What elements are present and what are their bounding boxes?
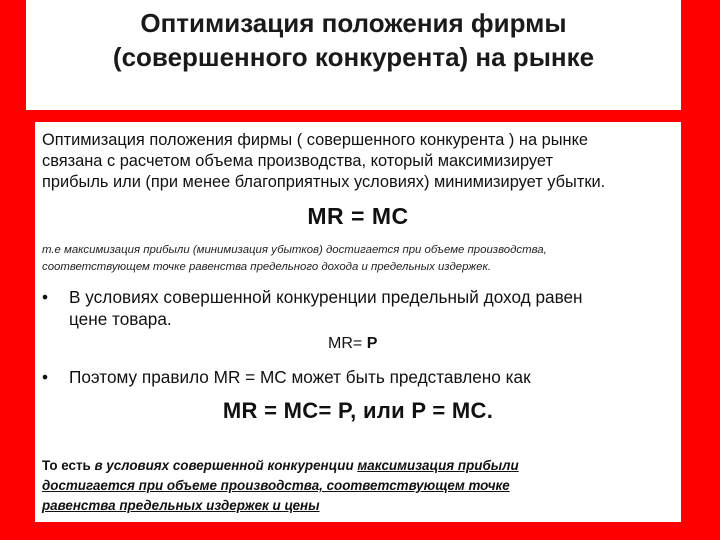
content-panel [35, 122, 681, 522]
conclusion-underlined: равенства предельных издержек и цены [42, 498, 320, 513]
note-line: соответствующем точке равенства предельного дохода и предельных издержек. [42, 261, 491, 273]
intro-paragraph [42, 130, 672, 193]
title-line-2: (совершенного конкурента) на рынке [112, 42, 595, 72]
conclusion-text: в условиях совершенной конкуренции [90, 458, 358, 473]
title-panel [26, 0, 681, 110]
main-formula: MR = MC [307, 203, 409, 229]
bullet-text: Поэтому правило MR = MC может быть представлено как [69, 367, 531, 387]
conclusion-underlined: достигается при объеме производства, соответствующем точке [42, 478, 510, 493]
conclusion-prefix: То есть [42, 458, 91, 473]
price-formula-right: P [366, 335, 378, 352]
conclusion-paragraph [42, 456, 672, 516]
intro-line: Оптимизация положения фирмы ( совершенного конкурента ) на рынке [42, 131, 589, 149]
bullet-text [69, 286, 674, 330]
explanation-note [42, 242, 678, 276]
bullet-mark: • [42, 367, 49, 387]
bullet-mark: • [42, 287, 49, 307]
bullet-line: цене товара. [69, 309, 172, 329]
price-formula-left: MR= [328, 335, 363, 352]
conclusion-underlined: максимизация прибыли [357, 458, 519, 473]
page-title [26, 6, 681, 74]
bullet-line: В условиях совершенной конкуренции предельный доход равен [69, 287, 583, 307]
note-line: т.е максимизация прибыли (минимизация убытков) достигается при объеме производства, [42, 244, 547, 256]
intro-line: прибыль или (при менее благоприятных условиях) минимизирует убытки. [42, 173, 606, 191]
combined-formula: MR = MC= P, или P = MC. [222, 398, 494, 423]
intro-line: связана с расчетом объема производства, который максимизирует [42, 152, 553, 170]
price-formula [328, 335, 377, 353]
title-line-1: Оптимизация положения фирмы [140, 8, 567, 38]
